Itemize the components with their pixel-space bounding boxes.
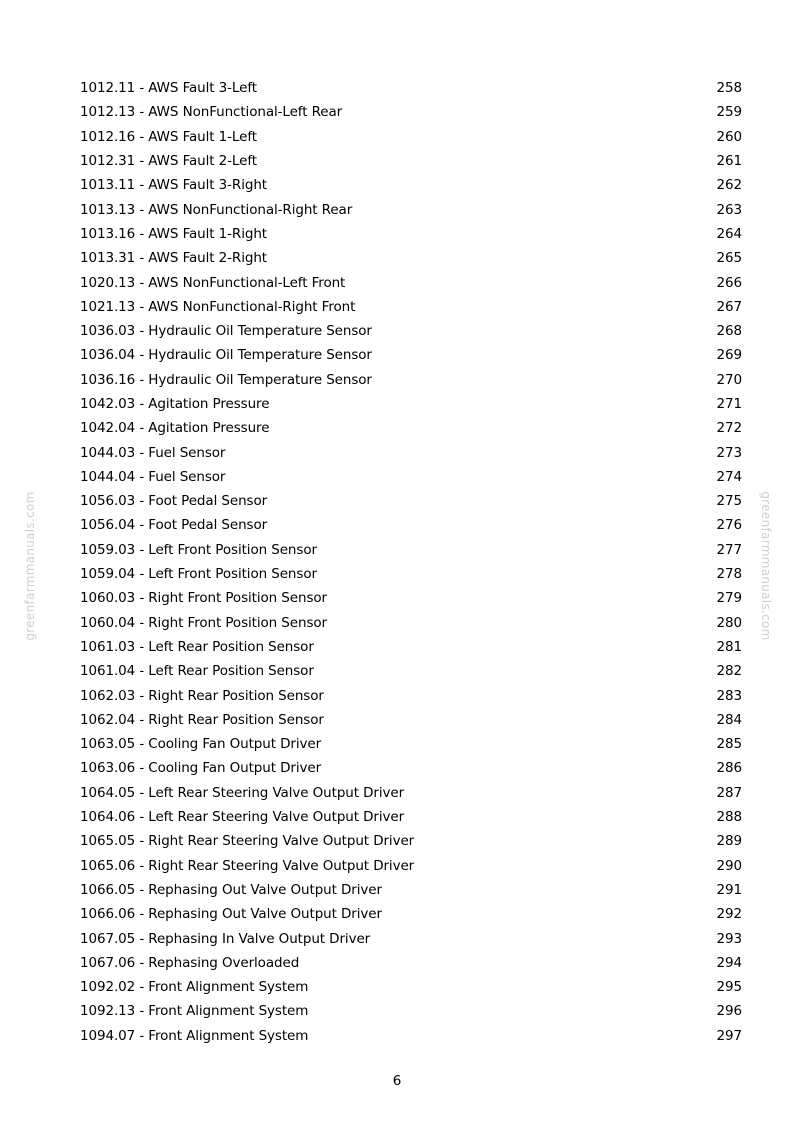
toc-entry[interactable]: [80, 125, 742, 149]
toc-entry[interactable]: [80, 829, 742, 853]
toc-entry-page: 286: [716, 760, 742, 777]
toc-entry[interactable]: [80, 586, 742, 610]
toc-entry-page: 278: [716, 566, 742, 583]
toc-entry-page: 274: [716, 468, 742, 485]
toc-entry[interactable]: [80, 392, 742, 416]
toc-entry-title: 1036.03 - Hydraulic Oil Temperature Sensor: [80, 323, 372, 340]
toc-entry[interactable]: [80, 100, 742, 124]
toc-entry-title: 1061.04 - Left Rear Position Sensor: [80, 663, 314, 680]
toc-entry[interactable]: [80, 902, 742, 926]
toc-entry-title: 1044.03 - Fuel Sensor: [80, 444, 226, 461]
toc-entry-page: 289: [716, 833, 742, 850]
toc-entry-title: 1066.06 - Rephasing Out Valve Output Driver: [80, 906, 382, 923]
toc-entry[interactable]: [80, 854, 742, 878]
toc-entry[interactable]: [80, 926, 742, 950]
toc-entry-page: 280: [716, 614, 742, 631]
toc-entry-title: 1013.31 - AWS Fault 2-Right: [80, 250, 267, 267]
toc-entry-page: 295: [716, 979, 742, 996]
toc-entry[interactable]: [80, 659, 742, 683]
toc-entry-title: 1059.03 - Left Front Position Sensor: [80, 541, 317, 558]
toc-entry-page: 267: [716, 298, 742, 315]
toc-entry-page: 297: [716, 1027, 742, 1044]
toc-entry-title: 1092.13 - Front Alignment System: [80, 1003, 309, 1020]
toc-entry-title: 1012.13 - AWS NonFunctional-Left Rear: [80, 104, 343, 121]
toc-entry-title: 1064.06 - Left Rear Steering Valve Output Driver: [80, 809, 405, 826]
toc-entry-page: 269: [716, 347, 742, 364]
toc-entry-page: 259: [716, 104, 742, 121]
watermark-left: greenfarmmanuals.com: [23, 491, 37, 641]
toc-entry[interactable]: [80, 173, 742, 197]
toc-entry[interactable]: [80, 878, 742, 902]
toc-entry[interactable]: [80, 513, 742, 537]
toc-entry-title: 1036.04 - Hydraulic Oil Temperature Sensor: [80, 347, 372, 364]
toc-entry[interactable]: [80, 756, 742, 780]
toc-entry-title: 1063.05 - Cooling Fan Output Driver: [80, 736, 322, 753]
toc-entry-page: 283: [716, 687, 742, 704]
toc-entry-page: 293: [716, 930, 742, 947]
watermark-right: greenfarmmanuals.com: [759, 491, 773, 641]
toc-entry-title: 1044.04 - Fuel Sensor: [80, 468, 226, 485]
toc-entry-title: 1056.04 - Foot Pedal Sensor: [80, 517, 268, 534]
toc-entry-page: 277: [716, 541, 742, 558]
toc-entry[interactable]: [80, 975, 742, 999]
toc-entry-page: 272: [716, 420, 742, 437]
toc-entry[interactable]: [80, 416, 742, 440]
toc-entry-title: 1092.02 - Front Alignment System: [80, 979, 309, 996]
toc-entry[interactable]: [80, 149, 742, 173]
toc-entry[interactable]: [80, 683, 742, 707]
toc-entry-title: 1061.03 - Left Rear Position Sensor: [80, 638, 314, 655]
toc-entry-title: 1013.16 - AWS Fault 1-Right: [80, 225, 267, 242]
toc-entry-title: 1062.04 - Right Rear Position Sensor: [80, 711, 324, 728]
toc-entry[interactable]: [80, 222, 742, 246]
toc-entry[interactable]: [80, 635, 742, 659]
toc-entry[interactable]: [80, 805, 742, 829]
toc-entry-title: 1013.11 - AWS Fault 3-Right: [80, 177, 267, 194]
toc-entry-title: 1012.16 - AWS Fault 1-Left: [80, 128, 257, 145]
toc-entry-page: 296: [716, 1003, 742, 1020]
toc-entry-title: 1094.07 - Front Alignment System: [80, 1027, 309, 1044]
toc-entry-page: 262: [716, 177, 742, 194]
toc-entry-title: 1059.04 - Left Front Position Sensor: [80, 566, 317, 583]
toc-entry[interactable]: [80, 197, 742, 221]
toc-entry[interactable]: [80, 732, 742, 756]
toc-entry-title: 1012.31 - AWS Fault 2-Left: [80, 153, 257, 170]
toc-entry-page: 275: [716, 493, 742, 510]
toc-entry-title: 1067.05 - Rephasing In Valve Output Driver: [80, 930, 371, 947]
toc-entry-title: 1067.06 - Rephasing Overloaded: [80, 954, 300, 971]
toc-entry-page: 265: [716, 250, 742, 267]
toc-entry[interactable]: [80, 76, 742, 100]
toc-entry-page: 264: [716, 225, 742, 242]
toc-entry-title: 1012.11 - AWS Fault 3-Left: [80, 80, 257, 97]
toc-entry[interactable]: [80, 368, 742, 392]
toc-entry-title: 1036.16 - Hydraulic Oil Temperature Sensor: [80, 371, 372, 388]
toc-entry[interactable]: [80, 465, 742, 489]
toc-entry-title: 1065.05 - Right Rear Steering Valve Output Driver: [80, 833, 415, 850]
toc-entry-page: 288: [716, 809, 742, 826]
toc-entry-title: 1060.04 - Right Front Position Sensor: [80, 614, 327, 631]
toc-entry[interactable]: [80, 562, 742, 586]
toc-entry-title: 1064.05 - Left Rear Steering Valve Output Driver: [80, 784, 405, 801]
toc-entry[interactable]: [80, 270, 742, 294]
toc-entry-page: 281: [716, 638, 742, 655]
toc-entry-page: 258: [716, 80, 742, 97]
toc-entry-page: 276: [716, 517, 742, 534]
toc-entry-page: 268: [716, 323, 742, 340]
toc-entry-page: 292: [716, 906, 742, 923]
toc-entry[interactable]: [80, 951, 742, 975]
page-number: 6: [392, 1073, 402, 1089]
toc-entry-page: 285: [716, 736, 742, 753]
toc-entry-title: 1042.04 - Agitation Pressure: [80, 420, 270, 437]
toc-entry-title: 1060.03 - Right Front Position Sensor: [80, 590, 327, 607]
toc-entry[interactable]: [80, 781, 742, 805]
toc-entry[interactable]: [80, 295, 742, 319]
toc-entry-page: 263: [716, 201, 742, 218]
toc-entry-page: 266: [716, 274, 742, 291]
toc-entry-title: 1020.13 - AWS NonFunctional-Left Front: [80, 274, 346, 291]
toc-entry-title: 1066.05 - Rephasing Out Valve Output Driver: [80, 881, 382, 898]
toc-entry[interactable]: [80, 1024, 742, 1048]
toc-entry[interactable]: [80, 708, 742, 732]
toc-entry-title: 1013.13 - AWS NonFunctional-Right Rear: [80, 201, 353, 218]
toc-entry-page: 279: [716, 590, 742, 607]
toc-entry[interactable]: [80, 999, 742, 1023]
toc-entry-page: 282: [716, 663, 742, 680]
toc-entry-title: 1056.03 - Foot Pedal Sensor: [80, 493, 268, 510]
toc-entry-page: 260: [716, 128, 742, 145]
toc-entry-page: 294: [716, 954, 742, 971]
toc-entry-title: 1062.03 - Right Rear Position Sensor: [80, 687, 324, 704]
toc-entry[interactable]: [80, 343, 742, 367]
toc-entry[interactable]: [80, 538, 742, 562]
toc-entry[interactable]: [80, 440, 742, 464]
toc-entry-page: 284: [716, 711, 742, 728]
toc-entry[interactable]: [80, 246, 742, 270]
toc-entry-page: 271: [716, 396, 742, 412]
toc-entry-title: 1065.06 - Right Rear Steering Valve Output Driver: [80, 857, 415, 874]
toc-entry-title: 1021.13 - AWS NonFunctional-Right Front: [80, 298, 356, 315]
toc-entry[interactable]: [80, 489, 742, 513]
toc-entry[interactable]: [80, 319, 742, 343]
toc-entry-page: 291: [716, 881, 742, 898]
toc-entry-page: 270: [716, 371, 742, 388]
toc-entry-page: 261: [716, 153, 742, 170]
toc-entry-title: 1063.06 - Cooling Fan Output Driver: [80, 760, 322, 777]
toc-entry-page: 287: [716, 784, 742, 801]
toc-entry-title: 1042.03 - Agitation Pressure: [80, 396, 270, 412]
toc-entry[interactable]: [80, 611, 742, 635]
toc-entry-page: 290: [716, 857, 742, 874]
toc-list: [80, 76, 742, 1048]
toc-entry-page: 273: [716, 444, 742, 461]
